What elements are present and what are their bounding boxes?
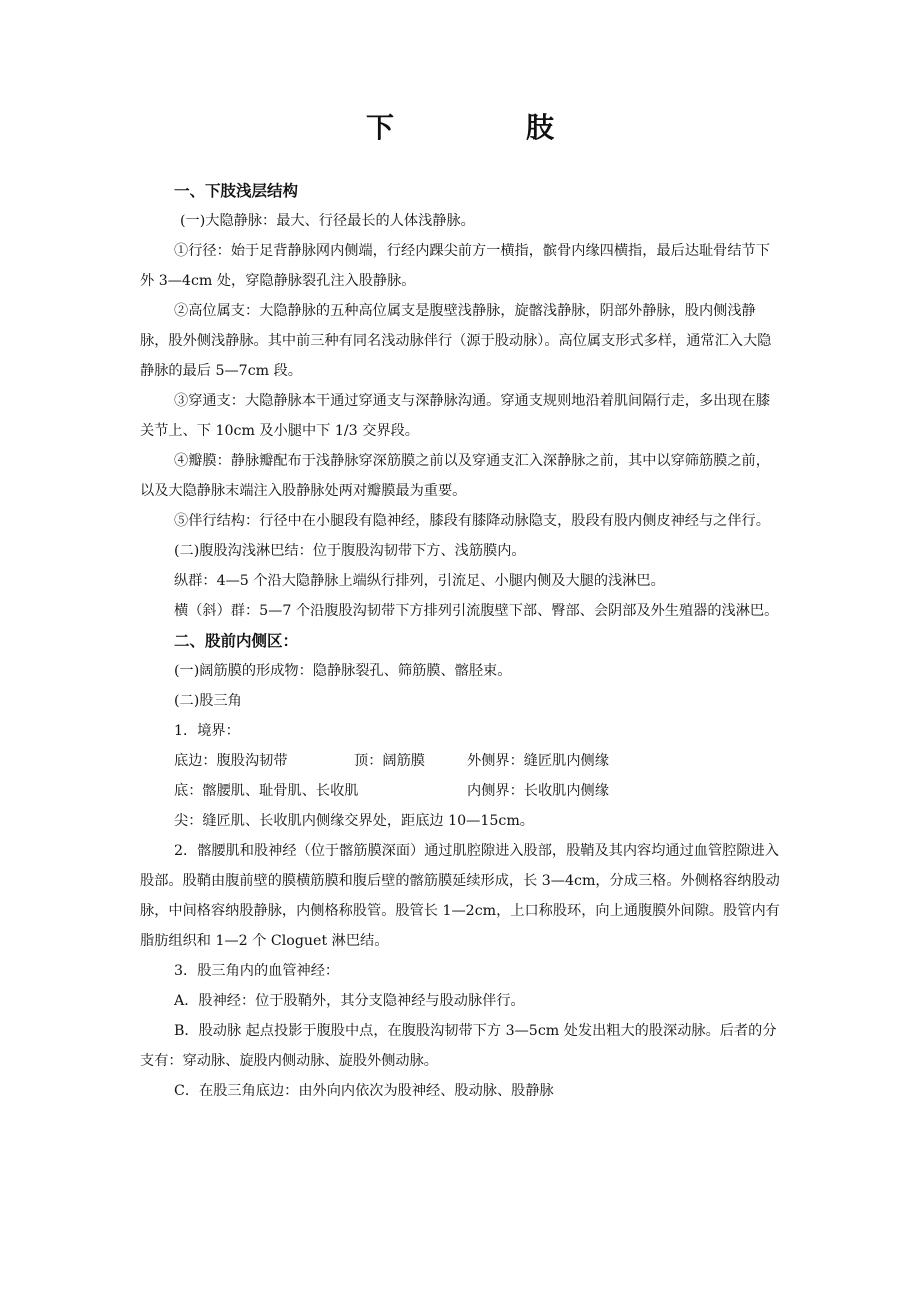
paragraph: 2．髂腰肌和股神经（位于髂筋膜深面）通过肌腔隙进入股部，股鞘及其内容均通过血管腔隙进入股部。股鞘由腹前壁的膜横筋膜和腹后壁的髂筋膜延续形成，长 3—4cm，分成三格。外侧格容纳股动脉，中间格容纳股静脉，内侧格称股管。股管长 1—2cm，上口称股环，向上通腹膜外间隙。股管内有脂肪组织和 1—2 个 Cloguet 淋巴结。 xyxy=(140,843,780,949)
boundary-cell: 顶：阔筋膜 xyxy=(354,753,425,769)
paragraph: ①行径：始于足背静脉网内侧端，行经内踝尖前方一横指，髌骨内缘四横指，最后达耻骨结节下外 3—4cm 处，穿隐静脉裂孔注入股静脉。 xyxy=(140,243,770,289)
boundary-cell: 内侧界：长收肌内侧缘 xyxy=(467,783,609,799)
paragraph: 横（斜）群：5—7 个沿腹股沟韧带下方排列引流腹壁下部、臀部、会阴部及外生殖器的浅淋巴。 xyxy=(174,603,779,619)
page-title: 下 肢 xyxy=(365,111,606,144)
paragraph: 尖：缝匠肌、长收肌内侧缘交界处，距底边 10—15cm。 xyxy=(174,813,534,829)
document-body xyxy=(140,176,784,1106)
paragraph: (二)腹股沟浅淋巴结：位于腹股沟韧带下方、浅筋膜内。 xyxy=(174,543,526,559)
boundary-row xyxy=(140,746,784,776)
paragraph: B．股动脉 起点投影于腹股中点，在腹股沟韧带下方 3—5cm 处发出粗大的股深动脉。后者的分支有：穿动脉、旋股内侧动脉、旋股外侧动脉。 xyxy=(140,1023,777,1069)
paragraph: 3．股三角内的血管神经： xyxy=(174,963,340,979)
paragraph: ②高位属支：大隐静脉的五种高位属支是腹壁浅静脉，旋髂浅静脉，阴部外静脉，股内侧浅静脉，股外侧浅静脉。其中前三种有同名浅动脉伴行（源于股动脉）。高位属支形式多样，通常汇入大隐静脉的最后 5—7cm 段。 xyxy=(140,303,772,379)
paragraph: 1．境界： xyxy=(174,723,240,739)
boundary-cell: 底边：腹股沟韧带 xyxy=(174,753,288,769)
paragraph: A．股神经：位于股鞘外，其分支隐神经与股动脉伴行。 xyxy=(174,993,525,1009)
boundary-cell: 外侧界：缝匠肌内侧缘 xyxy=(467,753,609,769)
boundary-row xyxy=(140,776,784,806)
paragraph: (一)大隐静脉：最大、行径最长的人体浅静脉。 xyxy=(180,213,475,229)
boundary-cell: 底：髂腰肌、耻骨肌、长收肌 xyxy=(174,783,359,799)
section-heading: 一、下肢浅层结构 xyxy=(174,182,299,200)
paragraph: ④瓣膜：静脉瓣配布于浅静脉穿深筋膜之前以及穿通支汇入深静脉之前，其中以穿筛筋膜之前，以及大隐静脉末端注入股静脉处两对瓣膜最为重要。 xyxy=(140,453,770,499)
paragraph: ③穿通支：大隐静脉本干通过穿通支与深静脉沟通。穿通支规则地沿着肌间隔行走，多出现在膝关节上、下 10cm 及小腿中下 1/3 交界段。 xyxy=(140,393,770,439)
paragraph: C．在股三角底边：由外向内依次为股神经、股动脉、股静脉 xyxy=(174,1083,554,1099)
paragraph: 纵群：4—5 个沿大隐静脉上端纵行排列，引流足、小腿内侧及大腿的浅淋巴。 xyxy=(174,573,665,589)
paragraph: (二)股三角 xyxy=(174,693,242,709)
section-heading: 二、股前内侧区： xyxy=(174,632,299,650)
paragraph: (一)阔筋膜的形成物：隐静脉裂孔、筛筋膜、髂胫束。 xyxy=(174,663,512,679)
paragraph: ⑤伴行结构：行径中在小腿段有隐神经，膝段有膝降动脉隐支，股段有股内侧皮神经与之伴行。 xyxy=(174,513,770,529)
